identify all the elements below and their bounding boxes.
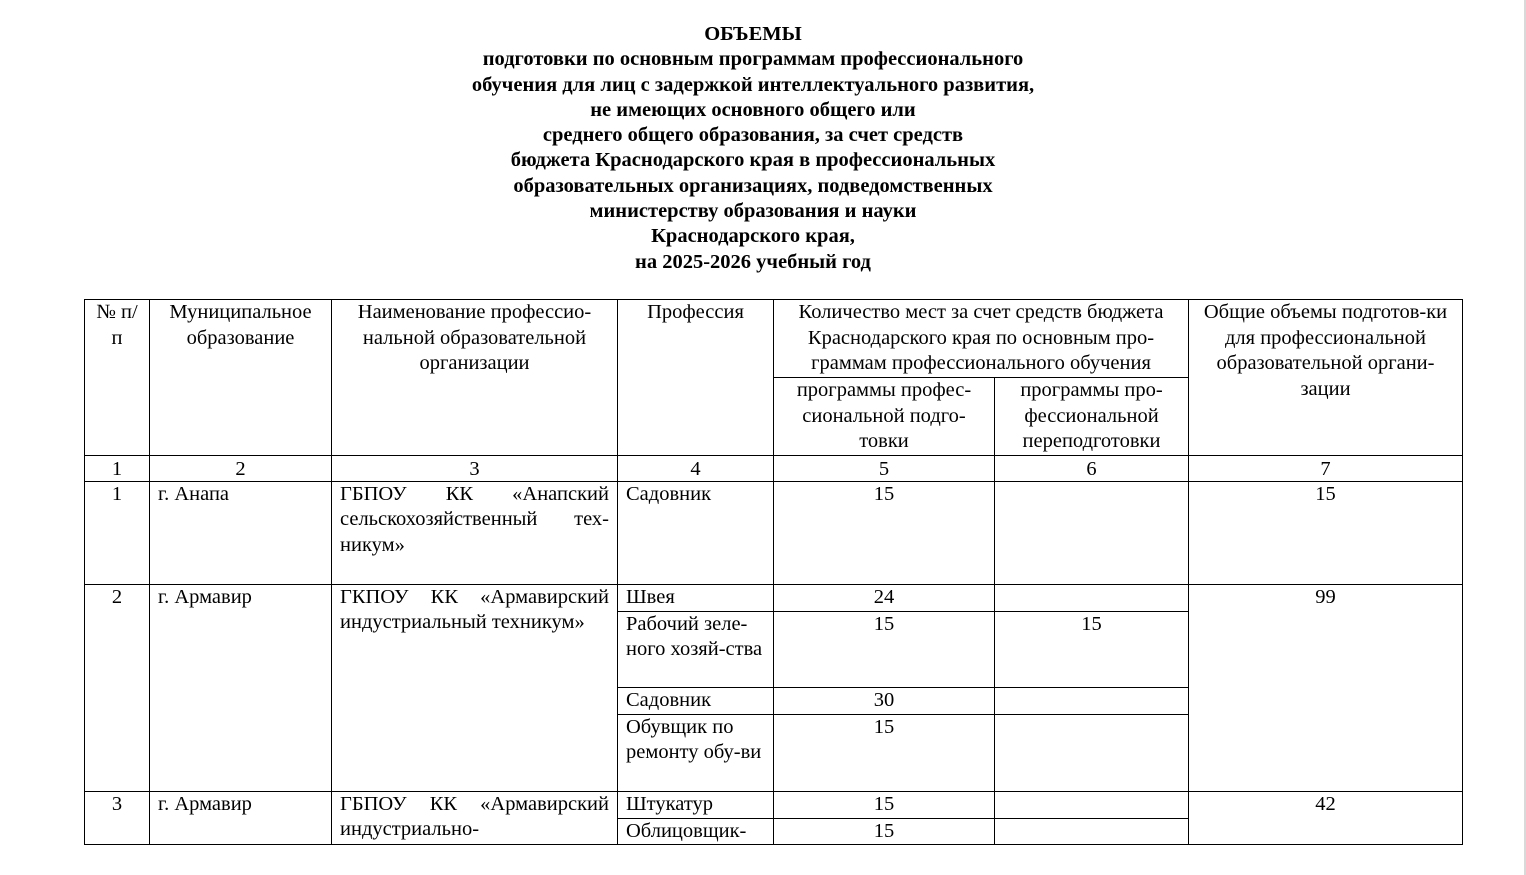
organization-line: сельскохозяйственный тех-никум» <box>340 508 609 556</box>
retrain-places-cell: 15 <box>995 611 1189 687</box>
total-volume-cell: 99 <box>1189 584 1463 791</box>
table-row <box>85 584 1463 611</box>
column-number: 3 <box>332 455 618 481</box>
title-line: среднего общего образования, за счет средств <box>542 124 964 147</box>
retrain-places-cell <box>995 791 1189 818</box>
title-line: подготовки по основным программам профессионального <box>482 48 1024 71</box>
profession-cell: Облицовщик- <box>618 818 774 845</box>
header-profession: Профессия <box>618 300 774 456</box>
organization-line: ГБПОУ КК «Армавирский <box>340 792 609 815</box>
organization-line: индустриально- <box>340 818 480 840</box>
organization-line: ГБПОУ КК «Анапский <box>340 482 609 505</box>
retrain-places-cell <box>995 818 1189 845</box>
title-line: бюджета Краснодарского края в профессиональных <box>510 149 996 172</box>
organization-line: ГКПОУ КК «Армавирский <box>340 585 609 608</box>
header-retrain-programs: программы про-фессиональной переподготовки <box>995 378 1189 456</box>
organization-cell <box>332 584 618 791</box>
profession-cell: Садовник <box>618 687 774 714</box>
municipality-cell: г. Анапа <box>150 481 332 584</box>
volumes-table <box>84 299 1463 845</box>
organization-cell <box>332 791 618 845</box>
title-line: обучения для лиц с задержкой интеллектуального развития, <box>471 73 1035 96</box>
profession-cell: Обувщик по ремонту обу-ви <box>618 714 774 791</box>
document-title <box>340 22 1166 275</box>
retrain-places-cell <box>995 714 1189 791</box>
row-number: 1 <box>85 481 150 584</box>
title-line: министерству образования и науки <box>589 200 917 223</box>
profession-cell: Штукатур <box>618 791 774 818</box>
prep-places-cell: 15 <box>774 791 995 818</box>
header-budget-places: Количество мест за счет средств бюджета Краснодарского края по основным про-граммам профессионального обучения <box>774 300 1189 378</box>
row-number: 3 <box>85 791 150 845</box>
column-number: 5 <box>774 455 995 481</box>
retrain-places-cell <box>995 687 1189 714</box>
profession-cell: Садовник <box>618 481 774 584</box>
organization-cell <box>332 481 618 584</box>
retrain-places-cell <box>995 584 1189 611</box>
header-organization: Наименование профессио-нальной образовательной организации <box>332 300 618 456</box>
prep-places-cell: 15 <box>774 818 995 845</box>
row-number: 2 <box>85 584 150 791</box>
prep-places-cell: 15 <box>774 611 995 687</box>
header-number: № п/п <box>85 300 150 456</box>
total-volume-cell: 15 <box>1189 481 1463 584</box>
table-row <box>85 791 1463 818</box>
municipality-cell: г. Армавир <box>150 584 332 791</box>
column-number: 1 <box>85 455 150 481</box>
table-row <box>85 481 1463 584</box>
prep-places-cell: 24 <box>774 584 995 611</box>
title-line: на 2025-2026 учебный год <box>635 250 871 273</box>
header-prep-programs: программы профес-сиональной подго-товки <box>774 378 995 456</box>
municipality-cell: г. Армавир <box>150 791 332 845</box>
prep-places-cell: 15 <box>774 481 995 584</box>
prep-places-cell: 15 <box>774 714 995 791</box>
profession-cell: Рабочий зеле-ного хозяй-ства <box>618 611 774 687</box>
title-line: не имеющих основного общего или <box>590 98 916 121</box>
profession-cell: Швея <box>618 584 774 611</box>
header-total-volume: Общие объемы подготов-ки для профессиональной образовательной органи-зации <box>1189 300 1463 456</box>
title-line: образовательных организациях, подведомственных <box>513 174 993 197</box>
prep-places-cell: 30 <box>774 687 995 714</box>
organization-line: индустриальный техникум» <box>340 611 585 633</box>
column-numbers-row <box>85 455 1463 481</box>
header-municipality: Муниципальное образование <box>150 300 332 456</box>
title-line: Краснодарского края, <box>651 225 855 248</box>
title-line: ОБЪЕМЫ <box>704 23 802 45</box>
retrain-places-cell <box>995 481 1189 584</box>
column-number: 6 <box>995 455 1189 481</box>
total-volume-cell: 42 <box>1189 791 1463 845</box>
column-number: 7 <box>1189 455 1463 481</box>
column-number: 2 <box>150 455 332 481</box>
column-number: 4 <box>618 455 774 481</box>
